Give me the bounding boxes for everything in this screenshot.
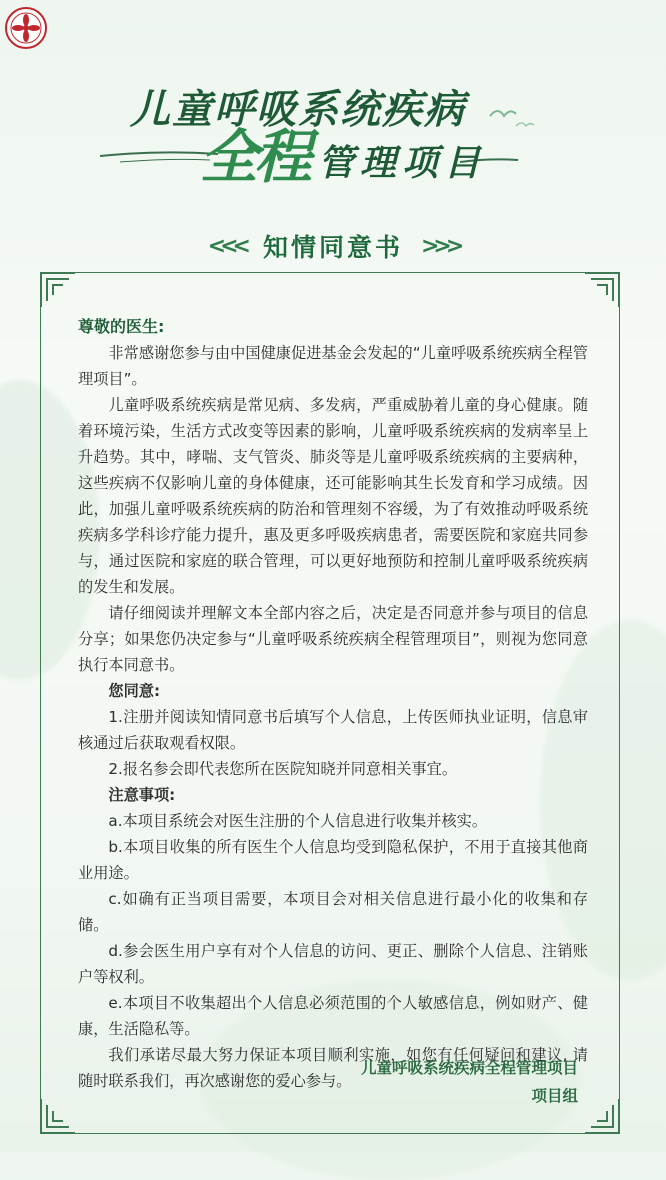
- title-line-1: 儿童呼吸系统疾病: [130, 86, 466, 133]
- note-item: a.本项目系统会对医生注册的个人信息进行收集并核实。: [108, 812, 488, 830]
- left-chevrons-icon: <<<: [207, 233, 245, 259]
- paragraph: 请仔细阅读并理解文本全部内容之后，决定是否同意并参与项目的信息分享；如果您仍决定参与“儿童呼吸系统疾病全程管理项目”，则视为您同意执行本同意书。: [78, 604, 588, 674]
- signature-org: 儿童呼吸系统疾病全程管理项目: [360, 1059, 578, 1077]
- signature-group: 项目组: [531, 1087, 578, 1105]
- title-line-2: [200, 124, 486, 194]
- birds-decoration: [480, 96, 540, 136]
- corner-ornament-icon: [39, 271, 77, 309]
- signature-block: [260, 1054, 578, 1110]
- agree-item: 2.报名参会即代表您所在医院知晓并同意相关事宜。: [108, 760, 458, 778]
- title-rest: 管理项目: [318, 142, 487, 184]
- corner-ornament-icon: [39, 1097, 77, 1135]
- paragraph: 儿童呼吸系统疾病是常见病、多发病，严重威胁着儿童的身心健康。随着环境污染，生活方式改变等因素的影响，儿童呼吸系统疾病的发病率呈上升趋势。其中，哮喘、支气管炎、肺炎等是儿童呼吸系统疾病的主要病种，这些疾病不仅影响儿童的身体健康，还可能影响其生长发育和学习成绩。因此，加强儿童呼吸系统疾病的防治和管理刻不容缓，为了有效推动呼吸系统疾病多学科诊疗能力提升，惠及更多呼吸疾病患者，需要医院和家庭共同参与，通过医院和家庭的联合管理，可以更好地预防和控制儿童呼吸系统疾病的发生和发展。: [78, 396, 588, 596]
- closing-paragraph: 我们承诺尽最大努力保证本项目顺利实施，如您有任何疑问和建议, 请随时联系我们，再次感谢您的爱心参与。: [78, 1046, 588, 1090]
- title-emphasis: 全程: [200, 123, 309, 191]
- title-banner: [0, 60, 666, 200]
- agree-heading: 您同意:: [108, 682, 161, 700]
- corner-ornament-icon: [583, 1097, 621, 1135]
- note-item: b.本项目收集的所有医生个人信息均受到隐私保护，不用于直接其他商业用途。: [78, 838, 588, 882]
- note-item: e.本项目不收集超出个人信息必须范围的个人敏感信息，例如财产、健康，生活隐私等。: [78, 994, 588, 1038]
- note-item: d.参会医生用户享有对个人信息的访问、更正、删除个人信息、注销账户等权利。: [78, 942, 588, 986]
- greeting: 尊敬的医生:: [78, 317, 165, 336]
- agree-item: 1.注册并阅读知情同意书后填写个人信息，上传医师执业证明，信息审核通过后获取观看权限。: [78, 708, 588, 752]
- notes-heading: 注意事项:: [108, 786, 176, 804]
- note-item: c.如确有正当项目需要，本项目会对相关信息进行最小化的收集和存储。: [78, 890, 588, 934]
- consent-body: [78, 314, 588, 1094]
- logo-icon: [4, 6, 48, 50]
- corner-ornament-icon: [583, 271, 621, 309]
- right-chevrons-icon: >>>: [421, 233, 459, 259]
- page-title: 知情同意书: [262, 233, 403, 262]
- paragraph: 非常感谢您参与由中国健康促进基金会发起的“儿童呼吸系统疾病全程管理项目”。: [78, 344, 588, 388]
- subtitle-row: [0, 226, 666, 266]
